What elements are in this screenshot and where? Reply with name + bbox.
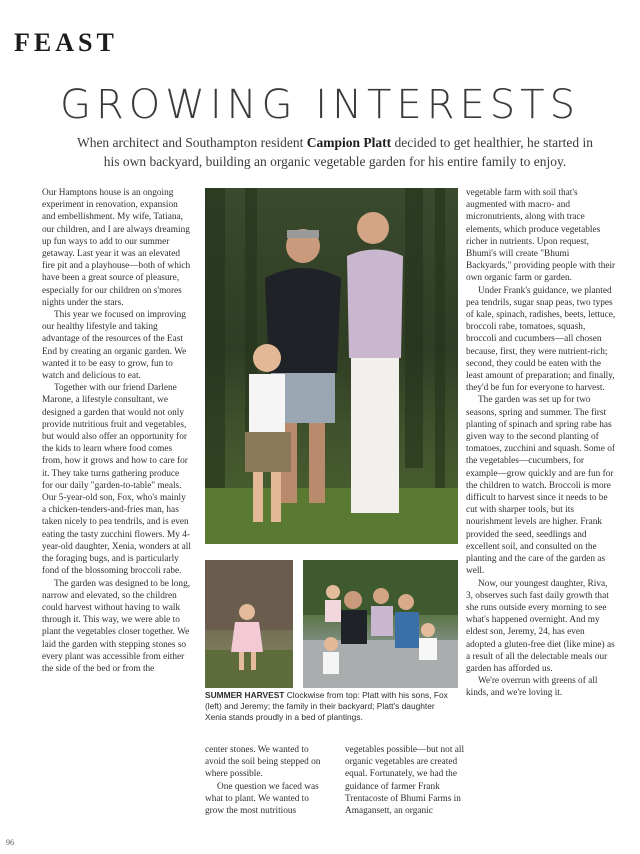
- paragraph: Our Hamptons house is an ongoing experiment in renovation, expansion and embellishment. My wife, Tatiana, our children, and I are always dreaming up fun ways to add to our summer getaway. Last year it was an elevated fire pit and a playhouse—both of which have been a great source of pleasure, especially for our children on s'mores nights under the stars.: [42, 188, 191, 308]
- deck-name: Campion Platt: [306, 135, 392, 150]
- paragraph: One question we faced was what to plant. We wanted to grow the most nutritious: [205, 781, 319, 817]
- main-photo: [205, 188, 458, 544]
- page-footer: [0, 832, 640, 854]
- paragraph: center stones. We wanted to avoid the soil being stepped on where possible.: [205, 745, 321, 780]
- paragraph: We're overrun with greens of all kinds, and we're loving it.: [466, 676, 598, 699]
- body-column-3: [466, 187, 616, 700]
- body-column-1: [42, 187, 192, 675]
- paragraph: Under Frank's guidance, we planted pea tendrils, sugar snap peas, two types of kale, spinach, radishes, beets, lettuce, broccoli rabe, tomatoes, squash, broccoli and cucumbers—all chosen because, first, they were nutrient-rich; second, they could be eaten with the least amount of preparation; and finally, they'd be fun for everyone to harvest.: [466, 285, 616, 394]
- deck-text-pre: When architect and Southampton resident: [76, 135, 307, 150]
- main-photo-illustration: [205, 188, 458, 544]
- section-label: FEAST: [14, 28, 118, 57]
- photo-daughter-garden: [205, 560, 293, 688]
- page-number: 96: [6, 838, 14, 847]
- photo-caption: [205, 690, 455, 723]
- caption-head: SUMMER HARVEST: [205, 690, 285, 700]
- paragraph: vegetable farm with soil that's augmented with macro- and micronutrients, along with trace elements, which produce vegetables richer in nutrients. Upon request, Bhumi's will create "Bhumi Backyards," providing people with their own organic farm or garden.: [466, 188, 616, 284]
- photo-family-backyard: [303, 560, 458, 688]
- page-title: GROWING INTERESTS: [60, 82, 580, 128]
- paragraph: This year we focused on improving our healthy lifestyle and taking advantage of the resources of the East End by creating an organic garden. We wanted it to be easy to grow, fun to watch and delicious to eat.: [42, 310, 187, 382]
- deck-text-post: decided to get healthier, he started in his own backyard, building an organic vegetable garden for his entire family to enjoy.: [103, 135, 594, 169]
- photo-daughter-illustration: [205, 560, 293, 688]
- body-column-2: [205, 744, 330, 817]
- caption-body: Clockwise from top: Platt with his sons, Fox (left) and Jeremy; the family in their backyard; Platt's daughter Xenia stands proudly in a bed of plantings.: [205, 690, 448, 722]
- paragraph: vegetables possible—but not all organic vegetables are created equal. Fortunately, we had the guidance of farmer Frank Trentacoste of Bhumi Farms in Amagansett, an organic: [345, 745, 465, 817]
- paragraph: Together with our friend Darlene Marone, a lifestyle consultant, we designed a garden that would not only provide nutritious fruit and vegetables, but would also offer an opportunity for the kids to learn where food comes from, how it grows and how to care for it. They take turns gathering produce for our daily "garden-to-table" meals. Our 5-year-old son, Fox, who's mainly a chicken-tenders-and-fries man, has taken nicely to pea tendrils, and is even eating the tasty zucchini flowers. My 4-year-old daughter, Xenia, wonders at all the foraging bugs, and is particularly fond of the blossoming broccoli rabe.: [42, 383, 191, 577]
- paragraph: The garden was designed to be long, narrow and elevated, so the children could harvest without having to walk through it. This way, we were able to plant the vegetables closer together. We laid the garden with stepping stones so every plant was accessible from either the side of the bed or from the: [42, 578, 191, 674]
- deck: [70, 133, 600, 171]
- body-column-2b: [345, 744, 465, 817]
- photo-family-illustration: [303, 560, 458, 688]
- paragraph: Now, our youngest daughter, Riva, 3, observes such fast daily growth that she runs outside every morning to see what's happened overnight. And my eldest son, Jeremy, 24, has even adopted a gluten-free diet (like mine) as a result of all the delectable meals our garden has afforded us.: [466, 578, 615, 674]
- paragraph: The garden was set up for two seasons, spring and summer. The first planting of spinach and spring rabe has given way to the second planting of tomatoes, zucchini and squash. Some of the vegetables—cucumbers, for example—grow quickly and are fun for the children to watch. Broccoli is more difficult to harvest since it needs to be cut with sharper tools, but its nourishment levels are higher. Frank provided the seed, seedlings and excellent soil, and consulted on the planting and the care of the garden as well.: [466, 395, 615, 577]
